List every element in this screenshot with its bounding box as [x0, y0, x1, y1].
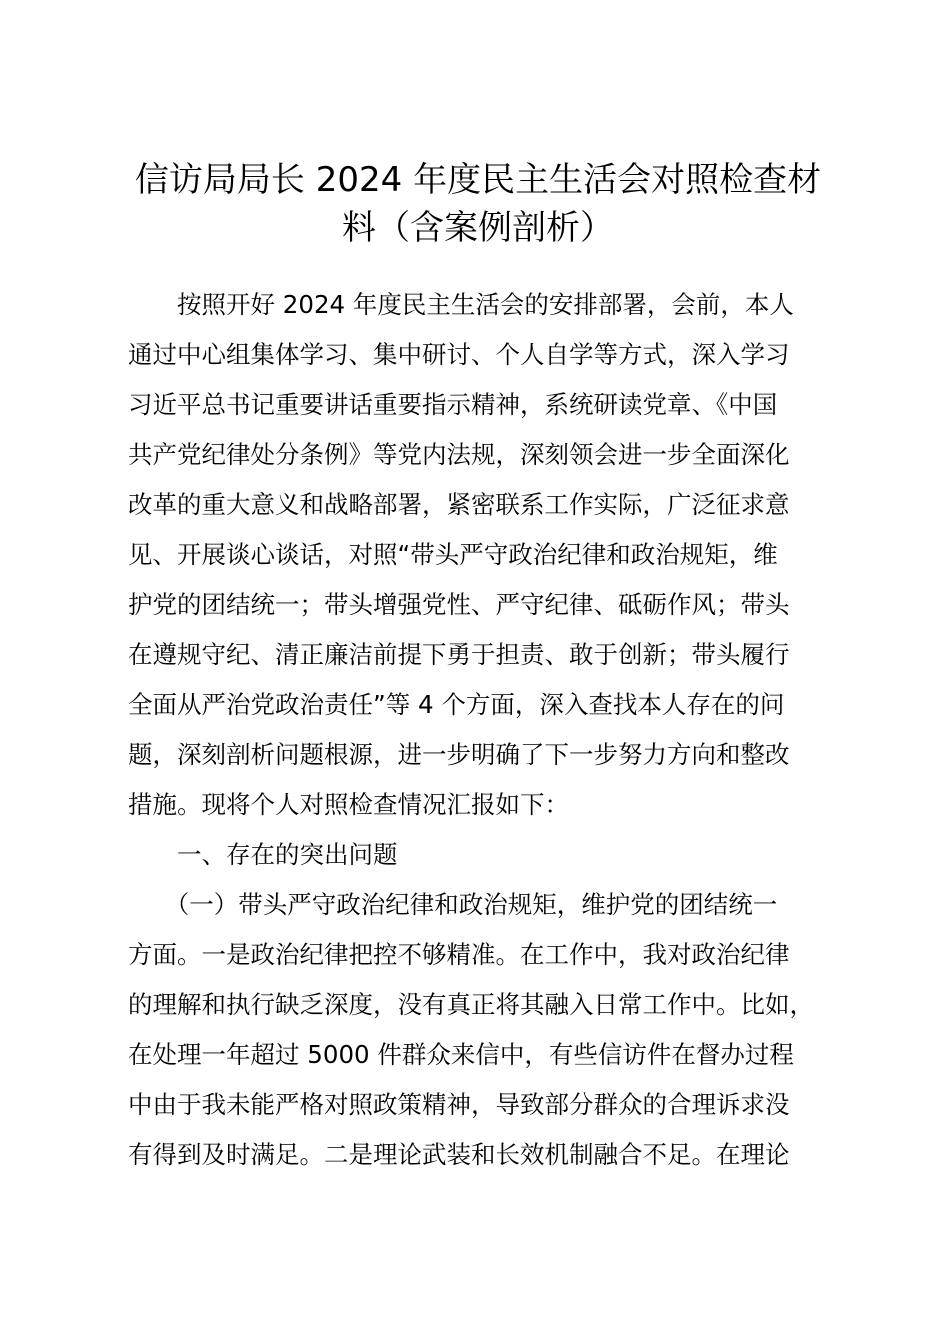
body-line: 措施。现将个人对照检查情况汇报如下：	[128, 790, 569, 819]
body-line: 按照开好 2024 年度民主生活会的安排部署，会前，本人	[128, 290, 794, 319]
body-line: 在处理一年超过 5000 件群众来信中，有些信访件在督办过程	[128, 1040, 794, 1069]
body-line: 见、开展谈心谈话，对照“带头严守政治纪律和政治规矩，维	[128, 540, 778, 569]
body-line: 的理解和执行缺乏深度，没有真正将其融入日常工作中。比如，	[128, 990, 814, 1019]
body-line: 护党的团结统一；带头增强党性、严守纪律、砥砺作风；带头	[128, 590, 790, 619]
body-line: 题，深刻剖析问题根源，进一步明确了下一步努力方向和整改	[128, 740, 790, 769]
body-line: 在遵规守纪、清正廉洁前提下勇于担责、敢于创新；带头履行	[128, 640, 790, 669]
body-line: 方面。一是政治纪律把控不够精准。在工作中，我对政治纪律	[128, 940, 790, 969]
title-line-2: 料（含案例剖析）	[342, 208, 614, 248]
body-line: 共产党纪律处分条例》等党内法规，深刻领会进一步全面深化	[128, 440, 790, 469]
section-heading: 一、存在的突出问题	[128, 840, 398, 869]
body-line: 全面从严治党政治责任”等 4 个方面，深入查找本人存在的问	[128, 690, 785, 719]
body-line: （一）带头严守政治纪律和政治规矩，维护党的团结统一	[128, 890, 778, 919]
title-line-1: 信访局局长 2024 年度民主生活会对照检查材	[134, 160, 822, 200]
body-line: 习近平总书记重要讲话重要指示精神，系统研读党章、《中国	[128, 390, 778, 419]
body-line: 中由于我未能严格对照政策精神，导致部分群众的合理诉求没	[128, 1090, 790, 1119]
body-line: 通过中心组集体学习、集中研讨、个人自学等方式，深入学习	[128, 340, 790, 369]
document-body	[128, 280, 828, 1180]
document-title	[118, 156, 838, 252]
body-line: 有得到及时满足。二是理论武装和长效机制融合不足。在理论	[128, 1140, 790, 1169]
body-line: 改革的重大意义和战略部署，紧密联系工作实际，广泛征求意	[128, 490, 790, 519]
